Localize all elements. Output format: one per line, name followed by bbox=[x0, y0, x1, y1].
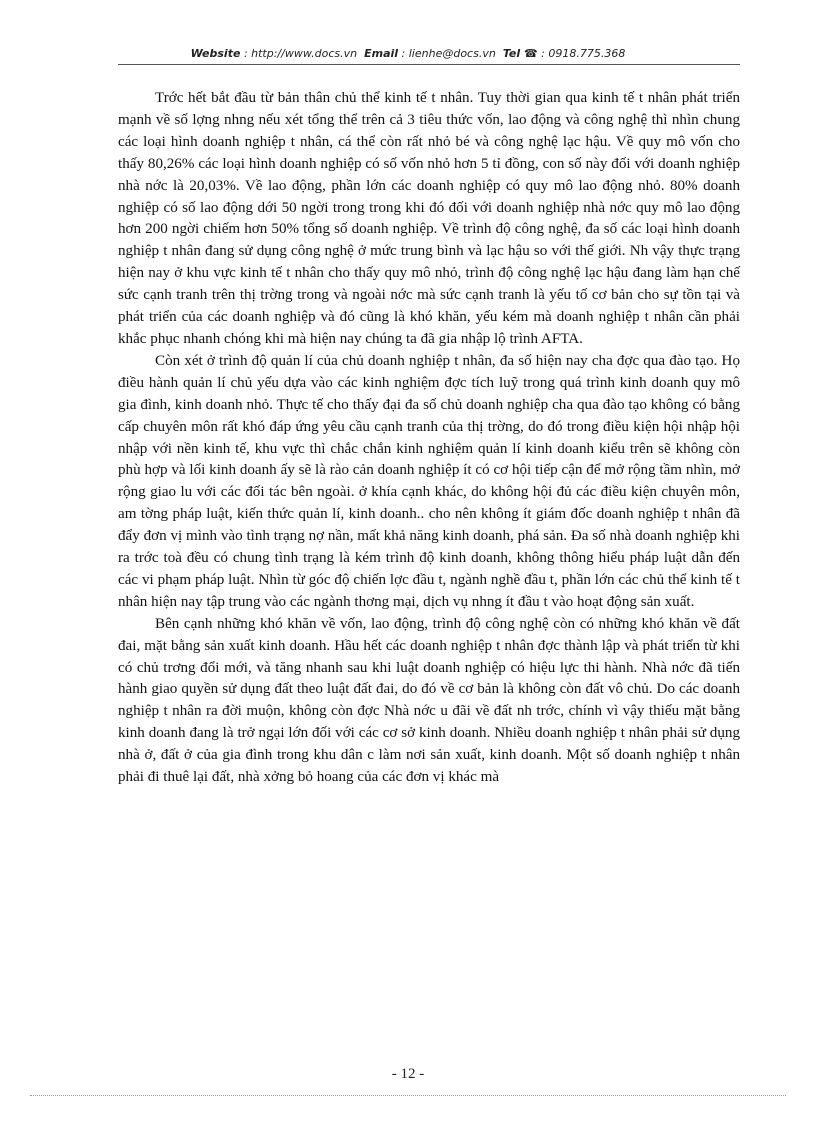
website-label: Website bbox=[190, 47, 241, 60]
tel-value: : 0918.775.368 bbox=[541, 47, 626, 60]
document-body bbox=[118, 88, 740, 789]
paragraph-2: Còn xét ở trình độ quản lí của chủ doanh nghiệp t nhân, đa số hiện nay cha đợc qua đào tạo. Họ điều hành quản lí chủ yếu dựa vào các kinh nghiệm đợc tích luỹ trong quá trình kinh doanh quy mô gia đình, kinh doanh nhỏ. Thực tế cho thấy đại đa số chủ doanh nghiệp cha qua đào tạo không có bằng cấp chuyên môn rất khó đáp ứng yêu cầu cạnh tranh của thị trờng, do đó trong điều kiện hội nhập hội nhập với nền kinh tế, khu vực thì chắc chắn kinh nghiệm quản lí kinh doanh kiểu trên sẽ không còn phù hợp và lối kinh doanh ấy sẽ là rào cản doanh nghiệp ít có cơ hội tiếp cận để mở rộng tầm nhìn, mở rộng giao lu với các đối tác bên ngoài. ở khía cạnh khác, do không hội đủ các điều kiện chuyên môn, am tờng pháp luật, kiến thức quản lí, kinh doanh.. cho nên không ít giám đốc doanh nghiệp t nhân đã đẩy đơn vị mình vào tình trạng nợ nần, mất khả năng kinh doanh, phá sản. Đa số nhà doanh nghiệp khi ra trớc toà đều có chung tình trạng là kém trình độ kinh doanh, không thông hiểu pháp luật dẫn đến các vi phạm pháp luật. Nhìn từ góc độ chiến lợc đầu t, ngành nghề đầu t, phần lớn các chủ thể kinh tế t nhân hiện nay tập trung vào các ngành thơng mại, dịch vụ nhng ít đầu t vào hoạt động sản xuất. bbox=[118, 352, 740, 610]
email-value: : lienhe@docs.vn bbox=[401, 47, 496, 60]
paragraph-1: Trớc hết bắt đầu từ bản thân chủ thể kinh tế t nhân. Tuy thời gian qua kinh tế t nhân phát triển mạnh về số lợng nhng nếu xét tổng thể trên cả 3 tiêu thức vốn, lao động và công nghệ thì nhìn chung các loại hình doanh nghiệp t nhân, cá thể còn rất nhỏ bé và công nghệ lạc hậu. Về quy mô vốn cho thấy 80,26% các loại hình doanh nghiệp có số vốn nhỏ hơn 5 tỉ đồng, con số này đối với doanh nghiệp nhà nớc là 20,03%. Về lao động, phần lớn các doanh nghiệp có quy mô lao động nhỏ. 80% doanh nghiệp có số lao động dới 50 ngời trong trong khi đó đối với doanh nghiệp nhà nớc quy mô lao động hơn 200 ngời chiếm hơn 50% tổng số doanh nghiệp. Về trình độ công nghệ, đa số các loại hình doanh nghiệp t nhân đang sử dụng công nghệ ở mức trung bình và lạc hậu so với thế giới. Nh vậy thực trạng hiện nay ở khu vực kinh tế t nhân cho thấy quy mô nhỏ, trình độ công nghệ lạc hậu đang làm hạn chế sức cạnh tranh trên thị trờng trong và ngoài nớc mà sức cạnh tranh là yếu tố cơ bản cho sự tồn tại và phát triển của các doanh nghiệp và đó cũng là khó khăn, yếu kém mà doanh nghiệp t nhân cần phải khắc phục nhanh chóng khi mà hiện nay chúng ta đã gia nhập lộ trình AFTA. bbox=[118, 90, 740, 347]
header-divider bbox=[118, 64, 740, 65]
paragraph-3: Bên cạnh những khó khăn về vốn, lao động, trình độ công nghệ còn có những khó khăn về đất đai, mặt bằng sản xuất kinh doanh. Hầu hết các doanh nghiệp t nhân đợc thành lập và phát triển từ khi có chủ trơng đổi mới, và tăng nhanh sau khi luật doanh nghiệp có hiệu lực thi hành. Nhà nớc đã tiến hành giao quyền sử dụng đất theo luật đất đai, do đó về cơ bản là không còn đất vô chủ. Do các doanh nghiệp t nhân ra đời muộn, không còn đợc Nhà nớc u đãi về đất nh trớc, chính vì vậy thiếu mặt bằng kinh doanh đang là trở ngại lớn đối với các cơ sở kinh doanh. Nhiều doanh nghiệp t nhân phải sử dụng nhà ở, đất ở của gia đình trong khu dân c làm nơi sản xuất, kinh doanh. Một số doanh nghiệp t nhân phải đi thuê lại đất, nhà xởng bỏ hoang của các đơn vị khác mà bbox=[118, 615, 740, 786]
footer-divider bbox=[30, 1095, 786, 1096]
website-value: : http://www.docs.vn bbox=[243, 47, 358, 60]
page-number: - 12 - bbox=[391, 1066, 425, 1082]
tel-label: Tel ☎ bbox=[502, 47, 538, 60]
page-header bbox=[0, 47, 816, 60]
email-label: Email bbox=[364, 47, 399, 60]
